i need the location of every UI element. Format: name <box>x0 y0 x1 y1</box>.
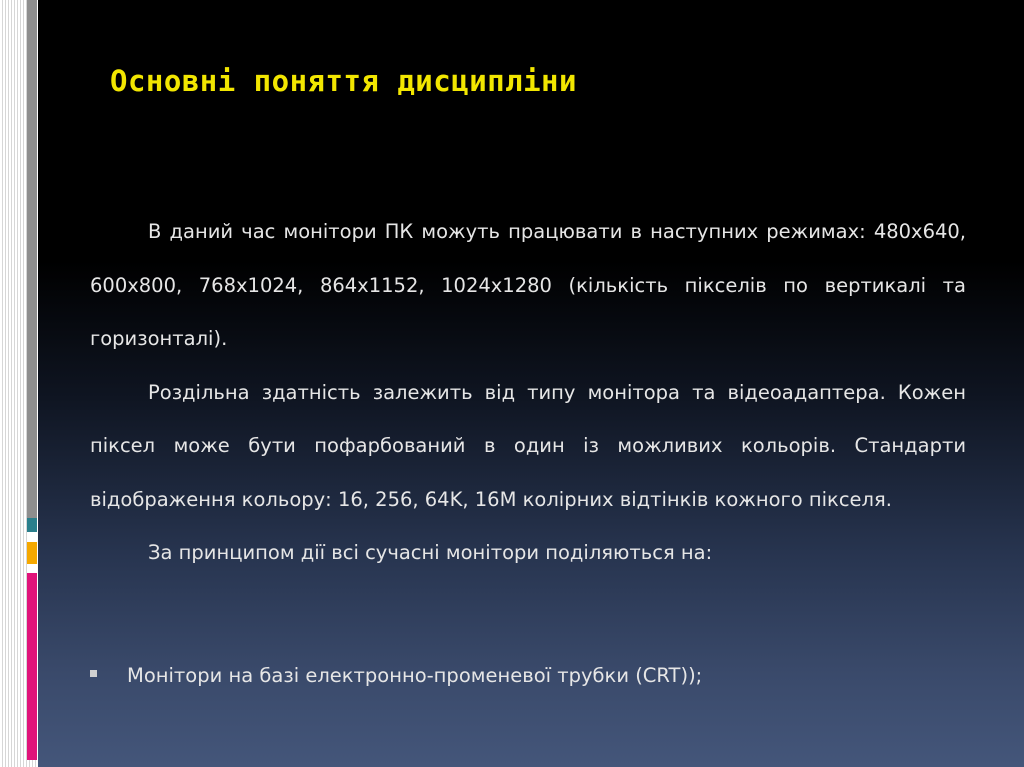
slide-title: Основні поняття дисципліни <box>110 64 577 98</box>
teal-stripe <box>27 518 37 532</box>
magenta-stripe <box>27 573 37 760</box>
paragraph: Роздільна здатність залежить від типу монітора та відеоадаптера. Кожен піксел може бути пофарбований в один із можливих кольорів. Стандарти відображення кольору: 16, 256, 64K, 16M колірних відтінків кожного пікселя. <box>90 380 966 511</box>
orange-stripe <box>27 542 37 564</box>
paragraph: В даний час монітори ПК можуть працювати в наступних режимах: 480x640, 600x800, 768x1024, 864x1152, 1024x1280 (кількість пікселів по вертикалі та горизонталі). <box>90 220 966 350</box>
white-gap <box>27 532 37 542</box>
slide-canvas <box>38 0 1024 767</box>
bullet-text: Монітори на базі електронно-променевої трубки (CRT)); <box>127 664 703 687</box>
square-bullet-icon <box>90 670 97 677</box>
gray-stripe <box>27 0 37 518</box>
slide-body <box>90 205 966 580</box>
decorative-sidebar <box>0 0 38 767</box>
paragraph: За принципом дії всі сучасні монітори поділяються на: <box>148 541 713 564</box>
white-gap <box>27 564 37 573</box>
bullet-list-item <box>90 649 702 702</box>
